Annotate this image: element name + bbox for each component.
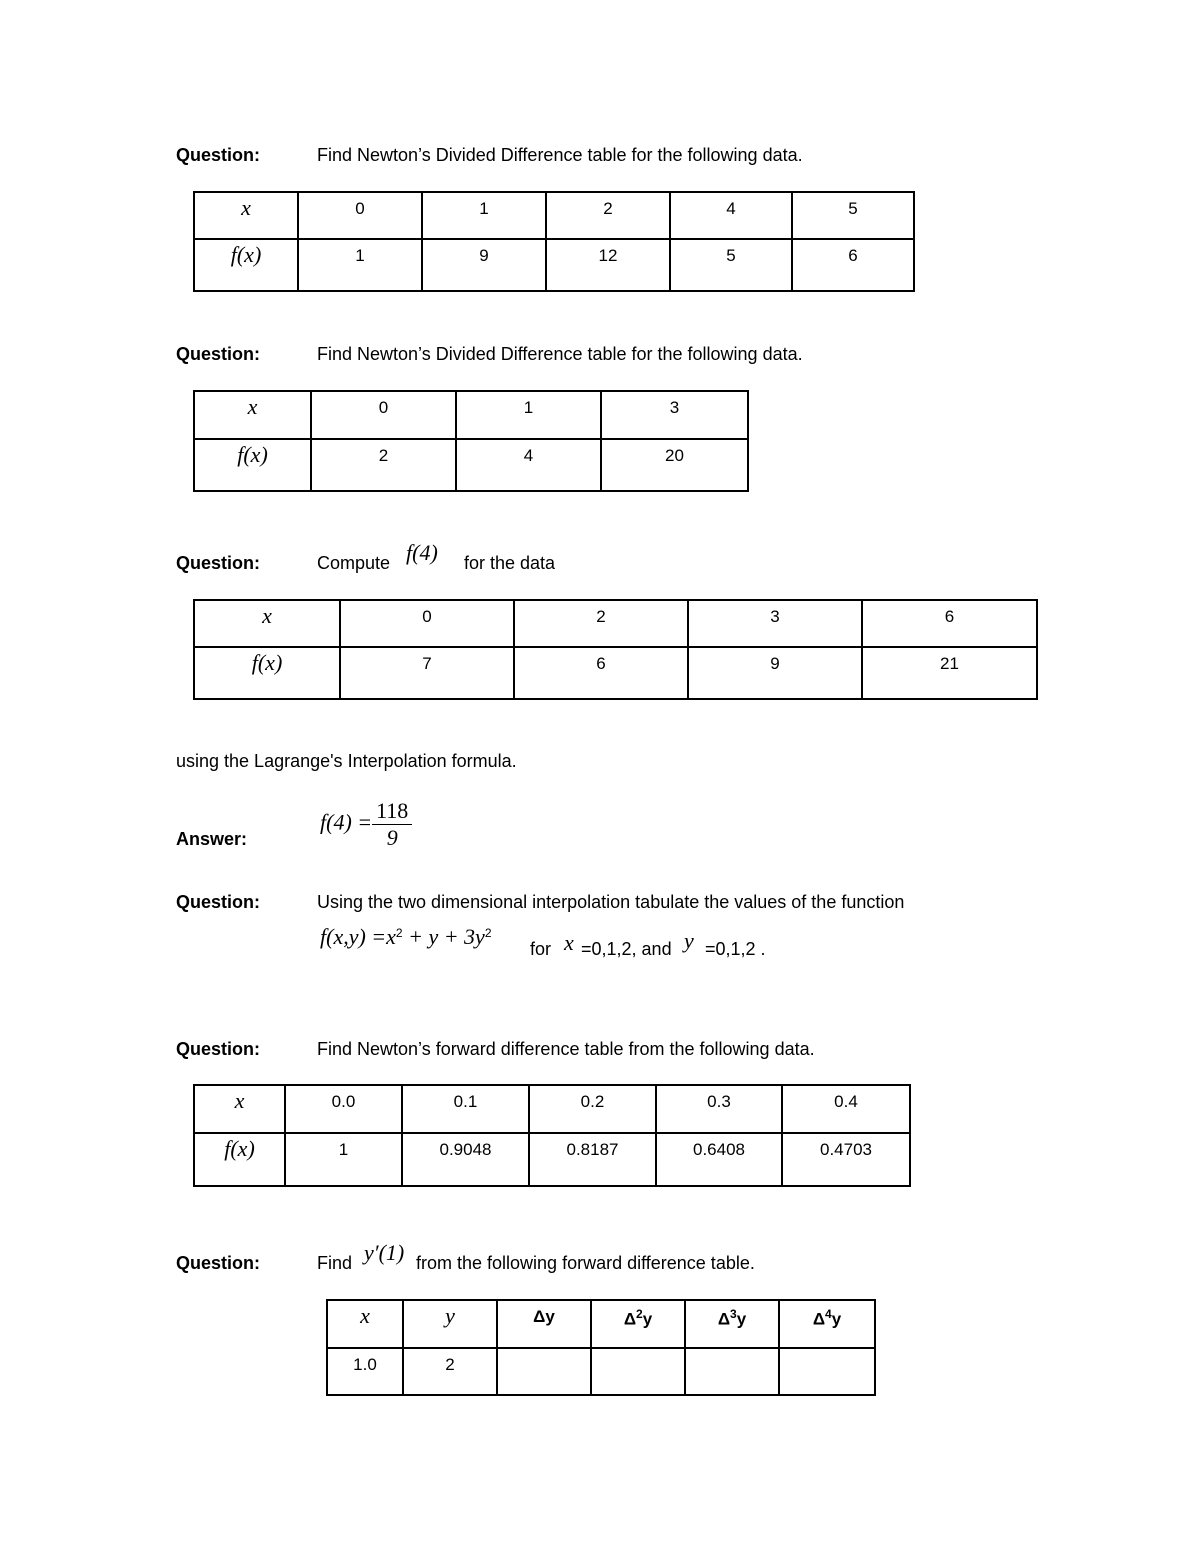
q1-f-cell: 1 bbox=[298, 239, 422, 291]
q2-f-cell: 20 bbox=[601, 439, 748, 491]
q5-x-cell: 0.0 bbox=[285, 1085, 402, 1133]
q6-table bbox=[326, 1299, 876, 1396]
q3-f-header: f(x) bbox=[194, 647, 340, 699]
q3-f-cell: 7 bbox=[340, 647, 514, 699]
q3-f-cell: 6 bbox=[514, 647, 688, 699]
q3-text-after: for the data bbox=[464, 553, 556, 573]
q1-text: Find Newton’s Divided Difference table for the following data. bbox=[317, 145, 803, 165]
q6-cell: 1.0 bbox=[327, 1348, 403, 1395]
q2-f-header: f(x) bbox=[194, 439, 311, 491]
q4-yvals: =0,1,2 . bbox=[705, 939, 766, 959]
q6-cell bbox=[779, 1348, 875, 1395]
answer-denominator: 9 bbox=[386, 825, 398, 850]
q4-for: for bbox=[530, 939, 552, 959]
q6-cell bbox=[497, 1348, 591, 1395]
q3-x-header: x bbox=[194, 600, 340, 647]
q1-label: Question: bbox=[176, 145, 260, 165]
q1-f-cell: 9 bbox=[422, 239, 546, 291]
q4-label: Question: bbox=[176, 892, 260, 912]
q5-label: Question: bbox=[176, 1039, 260, 1059]
q1-x-cell: 2 bbox=[546, 192, 670, 239]
q4-func-mid: + y + 3y bbox=[402, 924, 485, 949]
q3-f-cell: 9 bbox=[688, 647, 862, 699]
q6-cell: 2 bbox=[403, 1348, 497, 1395]
q4-xvar: x bbox=[564, 930, 574, 955]
answer-numerator: 118 bbox=[372, 798, 412, 825]
q2-f-cell: 4 bbox=[456, 439, 601, 491]
q2-text: Find Newton’s Divided Difference table for the following data. bbox=[317, 344, 803, 364]
q3-f-cell: 21 bbox=[862, 647, 1037, 699]
q6-header-x: x bbox=[327, 1300, 403, 1348]
answer-formula bbox=[320, 798, 412, 851]
q2-x-cell: 0 bbox=[311, 391, 456, 439]
q2-label: Question: bbox=[176, 344, 260, 364]
q6-header-delta4-y: $\Delta^4y$ bbox=[779, 1300, 875, 1348]
q1-f-header: f(x) bbox=[194, 239, 298, 291]
q5-f-cell: 0.9048 bbox=[402, 1133, 529, 1186]
answer-label: Answer: bbox=[176, 829, 248, 849]
q1-f-cell: 12 bbox=[546, 239, 670, 291]
q3-x-cell: 6 bbox=[862, 600, 1037, 647]
q5-f-cell: 1 bbox=[285, 1133, 402, 1186]
q1-f-cell: 5 bbox=[670, 239, 792, 291]
q6-cell bbox=[591, 1348, 685, 1395]
q2-x-cell: 1 bbox=[456, 391, 601, 439]
q2-table bbox=[193, 390, 749, 492]
q5-f-cell: 0.6408 bbox=[656, 1133, 782, 1186]
q3-text-before: Compute bbox=[317, 553, 391, 573]
q6-text-after: from the following forward difference table. bbox=[416, 1253, 755, 1273]
q3-label: Question: bbox=[176, 553, 260, 573]
q4-function bbox=[320, 924, 492, 950]
q1-x-cell: 0 bbox=[298, 192, 422, 239]
q5-x-header: x bbox=[194, 1085, 285, 1133]
q1-x-cell: 1 bbox=[422, 192, 546, 239]
q1-x-cell: 5 bbox=[792, 192, 914, 239]
q4-func-lhs: f(x,y) =x bbox=[320, 924, 396, 949]
q5-x-cell: 0.4 bbox=[782, 1085, 910, 1133]
answer-lhs: f(4) = bbox=[320, 809, 373, 835]
q5-text: Find Newton’s forward difference table from the following data. bbox=[317, 1039, 815, 1059]
q5-f-header: f(x) bbox=[194, 1133, 285, 1186]
q2-f-cell: 2 bbox=[311, 439, 456, 491]
q3-x-cell: 0 bbox=[340, 600, 514, 647]
q6-header-y: y bbox=[403, 1300, 497, 1348]
q1-f-cell: 6 bbox=[792, 239, 914, 291]
q1-x-cell: 4 bbox=[670, 192, 792, 239]
q6-math: y′(1) bbox=[364, 1240, 405, 1265]
q6-header-delta3-y: $\Delta^3y$ bbox=[685, 1300, 779, 1348]
q2-x-header: x bbox=[194, 391, 311, 439]
q4-yvar: y bbox=[684, 928, 694, 953]
q5-x-cell: 0.3 bbox=[656, 1085, 782, 1133]
answer-fraction bbox=[372, 798, 412, 851]
q4-text: Using the two dimensional interpolation tabulate the values of the function bbox=[317, 892, 905, 912]
q4-exp-2: 2 bbox=[484, 926, 492, 940]
q3-math: f(4) bbox=[406, 540, 438, 565]
q6-header-delta-y: Δy bbox=[497, 1300, 591, 1348]
q3-x-cell: 3 bbox=[688, 600, 862, 647]
q1-table bbox=[193, 191, 915, 292]
q2-x-cell: 3 bbox=[601, 391, 748, 439]
q5-f-cell: 0.4703 bbox=[782, 1133, 910, 1186]
q6-header-delta2-y: $\Delta^2y$ bbox=[591, 1300, 685, 1348]
q6-label: Question: bbox=[176, 1253, 260, 1273]
q3-follow-text: using the Lagrange's Interpolation formula. bbox=[176, 751, 517, 771]
q4-xvals: =0,1,2, and bbox=[581, 939, 672, 959]
q5-table bbox=[193, 1084, 911, 1187]
q4-exp-1: 2 bbox=[395, 926, 403, 940]
q5-x-cell: 0.2 bbox=[529, 1085, 656, 1133]
q1-x-header: x bbox=[194, 192, 298, 239]
q3-x-cell: 2 bbox=[514, 600, 688, 647]
q5-x-cell: 0.1 bbox=[402, 1085, 529, 1133]
q5-f-cell: 0.8187 bbox=[529, 1133, 656, 1186]
q3-table bbox=[193, 599, 1038, 700]
q6-text-before: Find bbox=[317, 1253, 353, 1273]
q6-cell bbox=[685, 1348, 779, 1395]
